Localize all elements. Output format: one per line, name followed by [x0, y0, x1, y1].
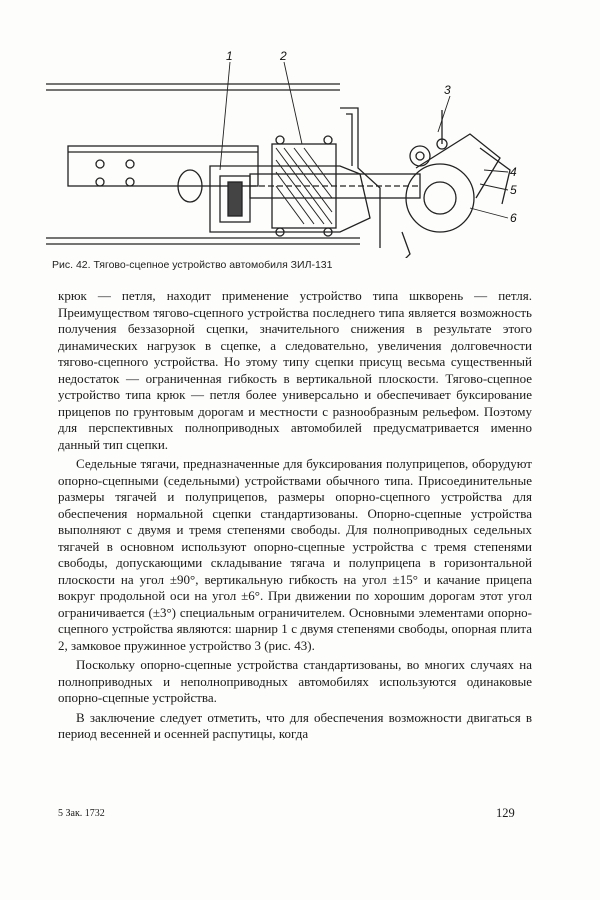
- paragraph-2: Седельные тягачи, предназначенные для буксирования полуприцепов, оборудуют опорно-сцепными (седельными) устройствами обычного типа. Присоединительные размеры тягачей и полуприцепов, размеры опорно-сцепного устройства для обеспечения нормальной сцепки стандартизованы. Опорно-сцепные устройства выполняют с двумя и тремя степенями свободы. Для полноприводных седельных тягачей в основном используют опорно-сцепные устройства с тремя степенями свободы, допускающими складывание тягача и полуприцепа в горизонтальной плоскости на угол ±90°, вертикальную гибкость на угол ±15° и качание прицепа вокруг продольной оси на угол ±6°. При движении по хорошим дорогам этот угол ограничивается (±3°) специальным ограничителем. Основными элементами опорно-сцепного устройства являются: шарнир 1 с двумя степенями свободы, опорная плита 2, замковое пружинное устройство 3 (рис. 43).: [58, 456, 532, 653]
- figure-tow-coupling-diagram: [40, 48, 560, 258]
- callout-2: 2: [280, 49, 287, 63]
- figure-caption: Рис. 42. Тягово-сцепное устройство автомобиля ЗИЛ-131: [52, 259, 333, 271]
- tow-coupling-drawing: [40, 48, 560, 258]
- body-text: [58, 288, 532, 743]
- paragraph-1: крюк — петля, находит применение устройство типа шкворень — петля. Преимуществом тягово-сцепного устройства последнего типа является возможность получения беззазорной сцепки, значительного снижения в результате этого динамических нагрузок в сцепке, а следовательно, увеличения долговечности тягово-сцепного устройства. Но этому типу сцепки присущ весьма существенный недостаток — ограниченная гибкость в вертикальной плоскости. Тягово-сцепное устройство типа крюк — петля более универсально и обеспечивает буксирование прицепов по грунтовым дорогам и местности с разнообразным рельефом. Поэтому для перспективных полноприводных автомобилей предусматривается именно данный тип сцепки.: [58, 288, 532, 452]
- paragraph-3: Поскольку опорно-сцепные устройства стандартизованы, во многих случаях на полноприводных и неполноприводных автомобилях используются одинаковые опорно-сцепные устройства.: [58, 657, 532, 705]
- callout-3: 3: [444, 83, 451, 97]
- callout-6: 6: [510, 211, 517, 225]
- callout-5: 5: [510, 183, 517, 197]
- page-number: 129: [496, 806, 515, 820]
- signature-mark: 5 Зак. 1732: [58, 808, 105, 819]
- callout-4: 4: [510, 165, 517, 179]
- paragraph-4: В заключение следует отметить, что для обеспечения возможности двигаться в период весенней и осенней распутицы, когда: [58, 709, 532, 741]
- callout-1: 1: [226, 49, 233, 63]
